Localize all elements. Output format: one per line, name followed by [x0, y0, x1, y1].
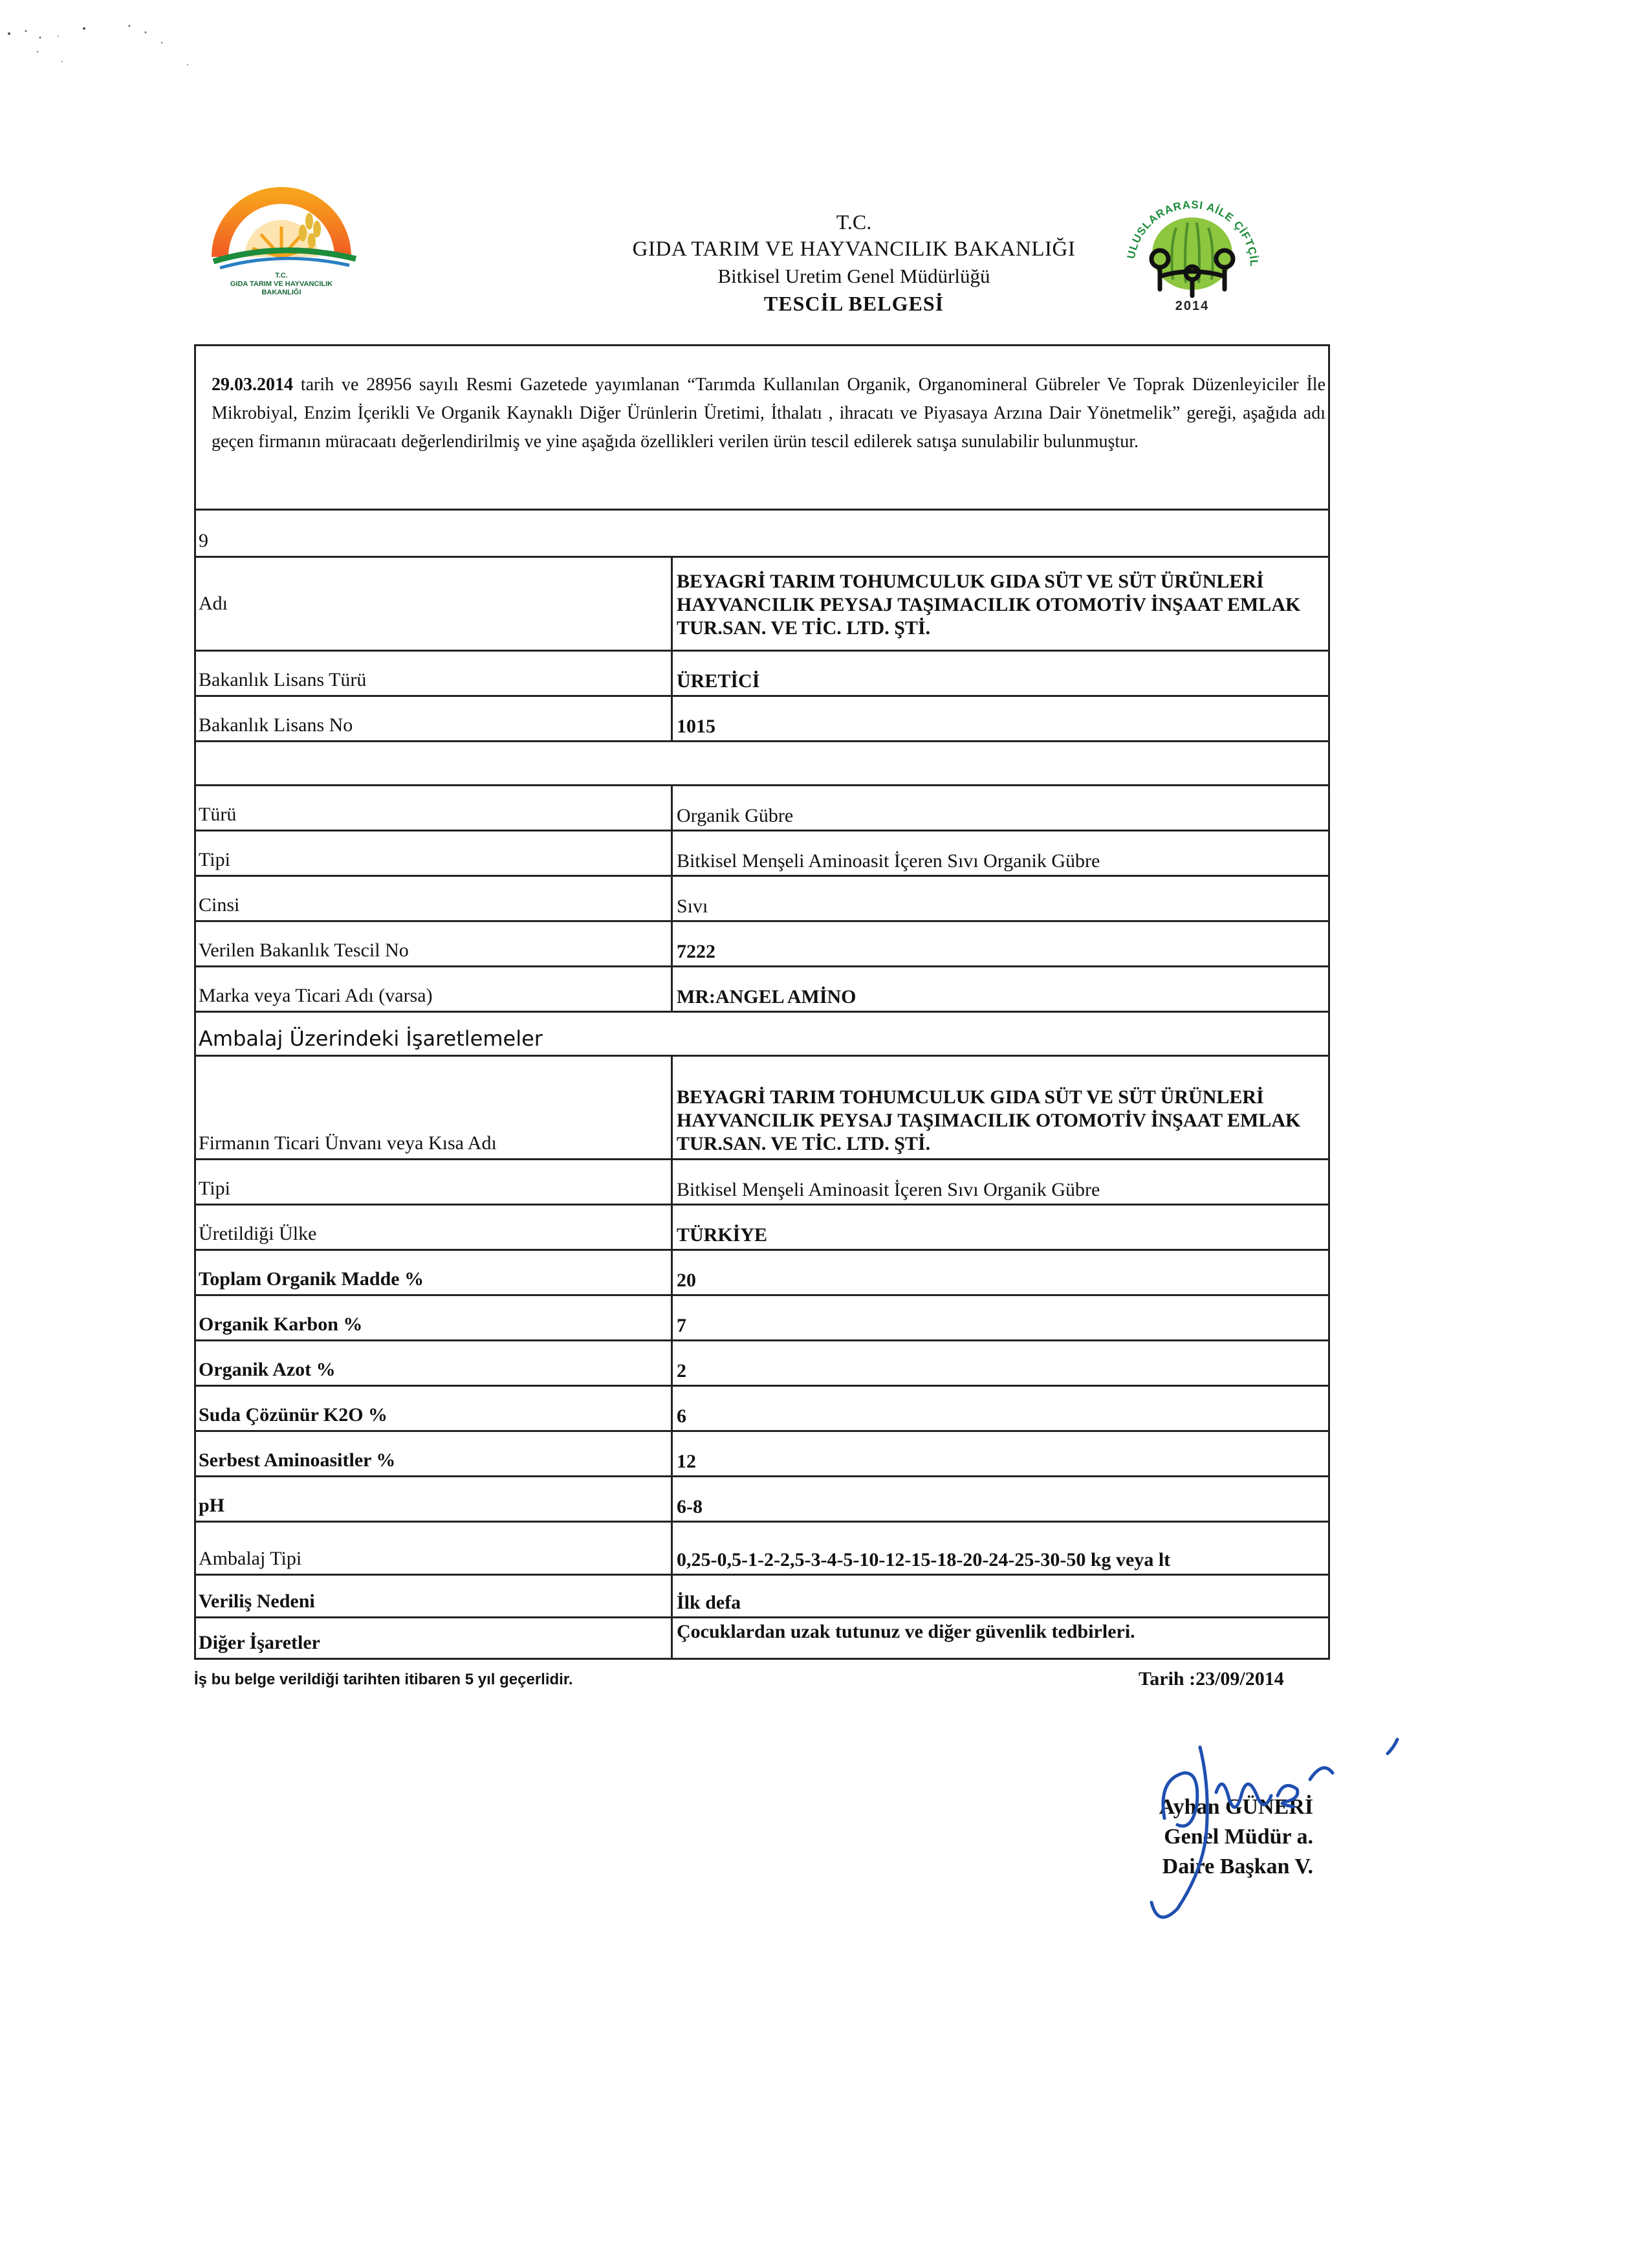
packaging-section-row	[196, 1011, 1328, 1055]
header-ministry: GIDA TARIM VE HAYVANCILIK BAKANLIĞI	[632, 237, 1076, 261]
intro-date: 29.03.2014	[212, 375, 293, 395]
table-row	[196, 1339, 1328, 1385]
brand-name-label: Marka veya Ticari Adı (varsa)	[199, 985, 433, 1006]
family-farming-emblem-icon	[1105, 182, 1280, 302]
section-number: 9	[199, 530, 208, 551]
amino-acids-value: 12	[671, 1432, 1328, 1475]
origin-country-value: TÜRKİYE	[671, 1206, 1328, 1249]
organic-matter-label: Toplam Organik Madde %	[199, 1268, 424, 1290]
firm-name-label: Adı	[199, 593, 228, 614]
license-type-label: Bakanlık Lisans Türü	[199, 669, 367, 690]
table-row	[196, 1475, 1328, 1521]
table-row	[196, 1385, 1328, 1430]
table-row	[196, 784, 1328, 830]
header-department: Bitkisel Uretim Genel Müdürlüğü	[717, 265, 990, 287]
table-row	[196, 875, 1328, 920]
organic-carbon-value: 7	[671, 1296, 1328, 1339]
intro-paragraph	[194, 344, 1330, 509]
issue-date: Tarih :23/09/2014	[1139, 1668, 1284, 1690]
table-row	[196, 1574, 1328, 1616]
intro-text: tarih ve 28956 sayılı Resmi Gazetede yayımlanan “Tarımda Kullanılan Organik, Organomineral Gübreler Ve Toprak Düzenleyiciler İle Mikrobiyal, Enzim İçerikli Ve Organik Kaynaklı Diğer Ürünlerin Üretimi, İthalatı , ihracatı ve Piyasaya Arzına Dair Yönetmelik” gereği, aşağıda adı geçen firmanın müracaatı değerlendirilmiş ve yine aşağıda özellikleri verilen ürün tescil edilerek satışa sunulabilir bulunmuştur.	[212, 375, 1325, 452]
packaging-section-title: Ambalaj Üzerindeki İşaretlemeler	[199, 1026, 543, 1051]
family-farming-year: 2014	[1175, 299, 1210, 313]
table-row	[196, 1430, 1328, 1475]
table-row	[196, 1158, 1328, 1204]
spacer-row	[196, 740, 1328, 784]
ph-value: 6-8	[671, 1477, 1328, 1521]
table-row	[196, 1616, 1328, 1658]
table-row	[196, 650, 1328, 695]
header-document-title: TESCİL BELGESİ	[763, 292, 944, 315]
product-kind-label: Türü	[199, 804, 237, 825]
trade-title-value: BEYAGRİ TARIM TOHUMCULUK GIDA SÜT VE SÜT ÜRÜNLERİ HAYVANCILIK PEYSAJ TAŞIMACILIK OTOMOTİV İNŞAAT EMLAK TUR.SAN. VE TİC. LTD. ŞTİ.	[671, 1057, 1328, 1158]
origin-country-label: Üretildiği Ülke	[199, 1223, 317, 1244]
spacer-cell	[196, 742, 1328, 784]
package-type-label: Ambalaj Tipi	[199, 1548, 302, 1569]
table-row	[196, 556, 1328, 650]
table-row	[196, 1521, 1328, 1574]
table-row	[196, 965, 1328, 1011]
organic-matter-value: 20	[671, 1251, 1328, 1294]
product-type-label: Tipi	[199, 849, 230, 870]
scan-specks	[0, 0, 259, 91]
registration-no-label: Verilen Bakanlık Tescil No	[199, 940, 409, 961]
product-form-value: Sıvı	[671, 877, 1328, 920]
signatory-title-1: Genel Müdür a.	[1164, 1825, 1313, 1849]
table-row	[196, 1204, 1328, 1249]
product-form-label: Cinsi	[199, 894, 240, 916]
license-type-value: ÜRETİCİ	[671, 652, 1328, 695]
family-farming-logo	[1105, 182, 1280, 318]
organic-nitrogen-label: Organik Azot %	[199, 1359, 336, 1380]
header-country: T.C.	[836, 210, 872, 234]
handwritten-signature	[1139, 1734, 1423, 1928]
license-no-value: 1015	[671, 697, 1328, 740]
table-row	[196, 830, 1328, 875]
issue-reason-label: Veriliş Nedeni	[199, 1591, 315, 1612]
amino-acids-label: Serbest Aminoasitler %	[199, 1449, 396, 1471]
family-farming-arc-text: ULUSLARARASI AİLE ÇİFTÇİL	[1124, 198, 1261, 268]
other-marks-value: Çocuklardan uzak tutunuz ve diğer güvenlik tedbirleri.	[671, 1618, 1328, 1658]
table-row	[196, 695, 1328, 740]
signatory-name: Ayhan GÜNERİ	[1159, 1795, 1313, 1819]
product-kind-value: Organik Gübre	[671, 786, 1328, 830]
section-number-row	[196, 511, 1328, 556]
pack-type-value: Bitkisel Menşeli Aminoasit İçeren Sıvı Organik Gübre	[671, 1160, 1328, 1204]
other-marks-label: Diğer İşaretler	[199, 1632, 320, 1653]
k2o-value: 6	[671, 1387, 1328, 1430]
registration-table	[194, 509, 1330, 1660]
table-row	[196, 1294, 1328, 1339]
table-row	[196, 1055, 1328, 1158]
brand-name-value: MR:ANGEL AMİNO	[671, 967, 1328, 1011]
table-row	[196, 920, 1328, 965]
document-header	[530, 208, 1177, 317]
validity-note: İş bu belge verildiği tarihten itibaren 5 yıl geçerlidir.	[194, 1671, 573, 1688]
ministry-logo	[194, 176, 369, 305]
logo-caption-bakanlik: BAKANLIĞI	[261, 289, 301, 296]
organic-nitrogen-value: 2	[671, 1341, 1328, 1385]
package-type-value: 0,25-0,5-1-2-2,5-3-4-5-10-12-15-18-20-24-25-30-50 kg veya lt	[671, 1523, 1328, 1574]
ministry-sun-icon	[194, 176, 369, 273]
product-type-value: Bitkisel Menşeli Aminoasit İçeren Sıvı Organik Gübre	[671, 831, 1328, 875]
k2o-label: Suda Çözünür K2O %	[199, 1404, 388, 1426]
firm-name-value: BEYAGRİ TARIM TOHUMCULUK GIDA SÜT VE SÜT ÜRÜNLERİ HAYVANCILIK PEYSAJ TAŞIMACILIK OTOMOTİV İNŞAAT EMLAK TUR.SAN. VE TİC. LTD. ŞTİ.	[671, 558, 1328, 650]
registration-no-value: 7222	[671, 922, 1328, 965]
issue-reason-value: İlk defa	[671, 1576, 1328, 1616]
ph-label: pH	[199, 1495, 225, 1516]
signatory-title-2: Daire Başkan V.	[1162, 1855, 1313, 1878]
logo-caption-ministry: GIDA TARIM VE HAYVANCILIK	[230, 280, 333, 288]
pack-type-label: Tipi	[199, 1178, 230, 1199]
trade-title-label: Firmanın Ticari Ünvanı veya Kısa Adı	[199, 1132, 497, 1154]
organic-carbon-label: Organik Karbon %	[199, 1314, 363, 1335]
table-row	[196, 1249, 1328, 1294]
license-no-label: Bakanlık Lisans No	[199, 714, 353, 736]
logo-caption-tc: T.C.	[275, 272, 288, 280]
